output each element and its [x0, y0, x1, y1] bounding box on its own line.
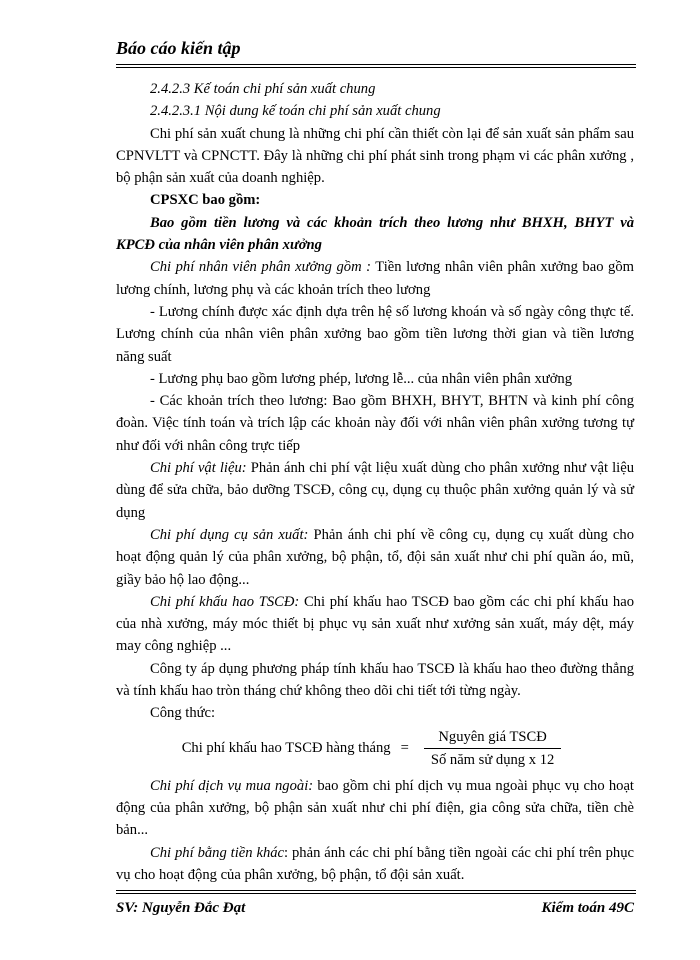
bullet-paragraph: - Lương chính được xác định dựa trên hệ số lương khoán và số ngày công thực tế. Lương chính của nhân viên phân xưởng bao gồm tiền lương thời gian và tiền lương năng suất: [116, 303, 634, 365]
term: Chi phí dụng cụ sản xuất:: [150, 526, 309, 543]
formula-equals: =: [400, 740, 409, 757]
paragraph: [116, 775, 634, 842]
formula-numerator: Nguyên giá TSCĐ: [424, 727, 560, 749]
footer-student-name: SV: Nguyễn Đắc Đạt: [116, 900, 246, 916]
paragraph: [116, 591, 634, 658]
term: Chi phí bằng tiền khác: [150, 844, 285, 861]
formula-label: Chi phí khấu hao TSCĐ hàng tháng: [181, 740, 391, 757]
paragraph: Chi phí sản xuất chung là những chi phí cần thiết còn lại để sản xuất sản phẩm sau CPNVLTT và CPNCTT. Đây là những chi phí phát sinh trong phạm vi các phân xưởng , bộ phận sản xuất của doanh nghiệp.: [116, 125, 634, 187]
bullet-paragraph: - Lương phụ bao gồm lương phép, lương lễ... của nhân viên phân xưởng: [150, 370, 573, 387]
paragraph: [116, 842, 634, 887]
term-desc: Chi phí khấu hao TSCĐ bao gồm các chi phí khấu hao của nhà xưởng, máy móc thiết bị phục vụ sản xuất như xưởng sản xuất, máy dệt, máy may công nghiệp ...: [116, 593, 634, 655]
paragraph: [116, 457, 634, 524]
term-desc: Phản ánh chi phí về công cụ, dụng cụ xuất dùng cho hoạt động quản lý của phân xưởng, bộ phận, tổ, đội sản xuất như chi phí quần áo, mũ, giầy bảo hộ lao động...: [116, 526, 634, 588]
term: Chi phí vật liệu:: [150, 460, 247, 477]
paragraph: [116, 524, 634, 591]
formula-fraction: [417, 727, 568, 770]
header-rule: [116, 64, 636, 68]
footer-class-name: Kiểm toán 49C: [541, 900, 634, 916]
term: Chi phí dịch vụ mua ngoài:: [150, 777, 314, 794]
bullet-paragraph: - Các khoản trích theo lương: Bao gồm BHXH, BHYT, BHTN và kinh phí công đoàn. Việc tính toán và trích lập các khoản này đối với nhân viên phân xưởng tương tự như đối với nhân công trực tiếp: [116, 393, 634, 454]
list-heading: CPSXC bao gồm:: [150, 192, 261, 209]
depreciation-formula: [116, 727, 634, 771]
formula-denominator: Số năm sử dụng x 12: [430, 752, 555, 769]
term-desc: bao gồm chi phí dịch vụ mua ngoài phục vụ cho hoạt động của phân xưởng, bộ phận sản xuất như chi phí điện, gia công sửa chữa, tiền chè bản...: [116, 777, 634, 839]
term-desc: Tiền lương nhân viên phân xưởng bao gồm lương chính, lương phụ và các khoản trích theo lương: [116, 259, 634, 298]
term: Chi phí nhân viên phân xưởng gồm :: [150, 259, 372, 276]
footer-rule: [116, 890, 636, 894]
paragraph: Công ty áp dụng phương pháp tính khấu hao TSCĐ là khấu hao theo đường thẳng và tính khấu hao tròn tháng chứ không theo dõi chi tiết tới từng ngày.: [116, 660, 634, 700]
section-heading: 2.4.2.3 Kế toán chi phí sản xuất chung: [150, 81, 376, 97]
term: Chi phí khấu hao TSCĐ:: [150, 593, 300, 610]
document-body: [116, 78, 634, 886]
term-desc: : phản ánh các chi phí bằng tiền ngoài các chi phí trên phục vụ cho hoạt động của phân xưởng, bộ phận, tổ đội sản xuất.: [116, 844, 634, 883]
paragraph: [116, 256, 634, 301]
formula-intro: Công thức:: [150, 705, 216, 722]
term-desc: Phản ánh chi phí vật liệu xuất dùng cho phân xưởng như vật liệu dùng để sửa chữa, bảo dưỡng TSCĐ, công cụ, dụng cụ thuộc phân xưởng quản lý và sử dụng: [116, 460, 634, 521]
paragraph-emphasis: Bao gồm tiền lương và các khoản trích theo lương như BHXH, BHYT và KPCĐ của nhân viên phân xưởng: [116, 214, 634, 254]
subsection-heading: 2.4.2.3.1 Nội dung kế toán chi phí sản xuất chung: [150, 103, 441, 120]
page-header-title: Báo cáo kiến tập: [116, 38, 241, 58]
